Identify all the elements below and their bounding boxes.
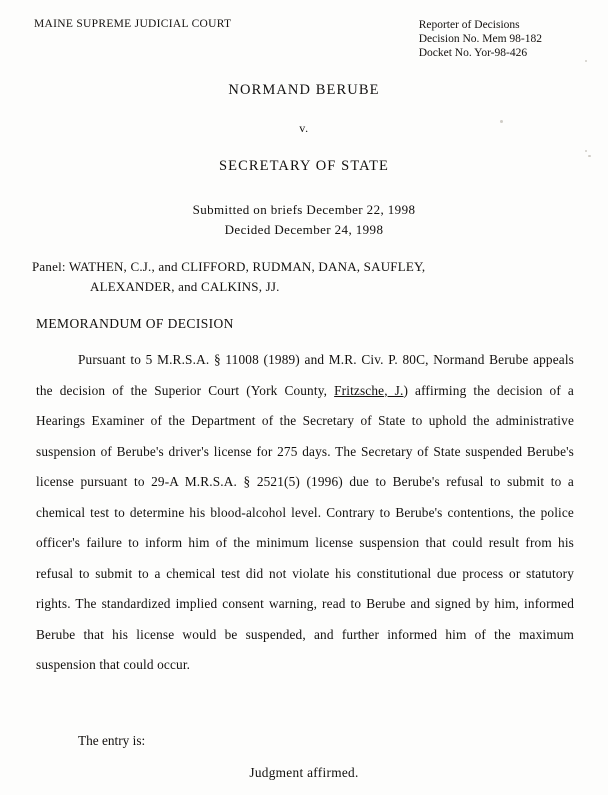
panel-line-2: ALEXANDER, and CALKINS, JJ.: [90, 279, 280, 294]
court-name: MAINE SUPREME JUDICIAL COURT: [34, 18, 232, 30]
panel-line-1: Panel: WATHEN, C.J., and CLIFFORD, RUDMAN, DANA, SAUFLEY,: [32, 259, 426, 274]
panel-block: [32, 257, 568, 297]
document-header: [34, 18, 578, 60]
decided-date: Decided December 24, 1998: [224, 222, 384, 237]
reporter-of-decisions: Reporter of Decisions: [418, 19, 520, 31]
opinion-paragraph: [36, 345, 574, 681]
appellee-name: SECRETARY OF STATE: [218, 158, 390, 174]
versus-label: v.: [299, 121, 309, 135]
memorandum-title: MEMORANDUM OF DECISION: [36, 316, 234, 331]
paragraph-part-1: Pursuant to 5 M.R.S.A. § 11008 (1989) and M.R. Civ. P. 80C, Normand Berube appeals the decision of the Superior Court (York County,: [36, 352, 574, 398]
entry-line: The entry is:: [78, 733, 146, 748]
appellant-name: NORMAND BERUBE: [228, 82, 380, 98]
scan-speck: [585, 60, 587, 62]
decision-number: Decision No. Mem 98-182: [418, 33, 542, 45]
judge-name-underlined: Fritzsche, J.: [334, 382, 404, 398]
dates-block: [0, 200, 608, 240]
reporter-block: [419, 18, 578, 60]
memorandum-body: [36, 345, 574, 681]
judgment-line: Judgment affirmed.: [249, 765, 359, 780]
submitted-date: Submitted on briefs December 22, 1998: [192, 202, 416, 217]
paragraph-part-2: ) affirming the decision of a Hearings Examiner of the Department of the Secretary of State to uphold the administrative suspension of Berube's driver's license for 275 days. The Secretary of State suspended Berube's license pursuant to 29-A M.R.S.A. § 2521(5) (1996) due to Berube's refusal to submit to a chemical test to determine his blood-alcohol level. Contrary to Berube's contentions, the police officer's failure to inform him of the minimum license suspension that could result from his refusal to submit to a chemical test did not violate his constitutional due process or statutory rights. The standardized implied consent warning, read to Berube and signed by him, informed Berube that his license would be suspended, and further informed him of the maximum suspension that could occur.: [36, 382, 574, 672]
docket-number: Docket No. Yor-98-426: [418, 47, 528, 59]
case-caption: [0, 82, 608, 175]
